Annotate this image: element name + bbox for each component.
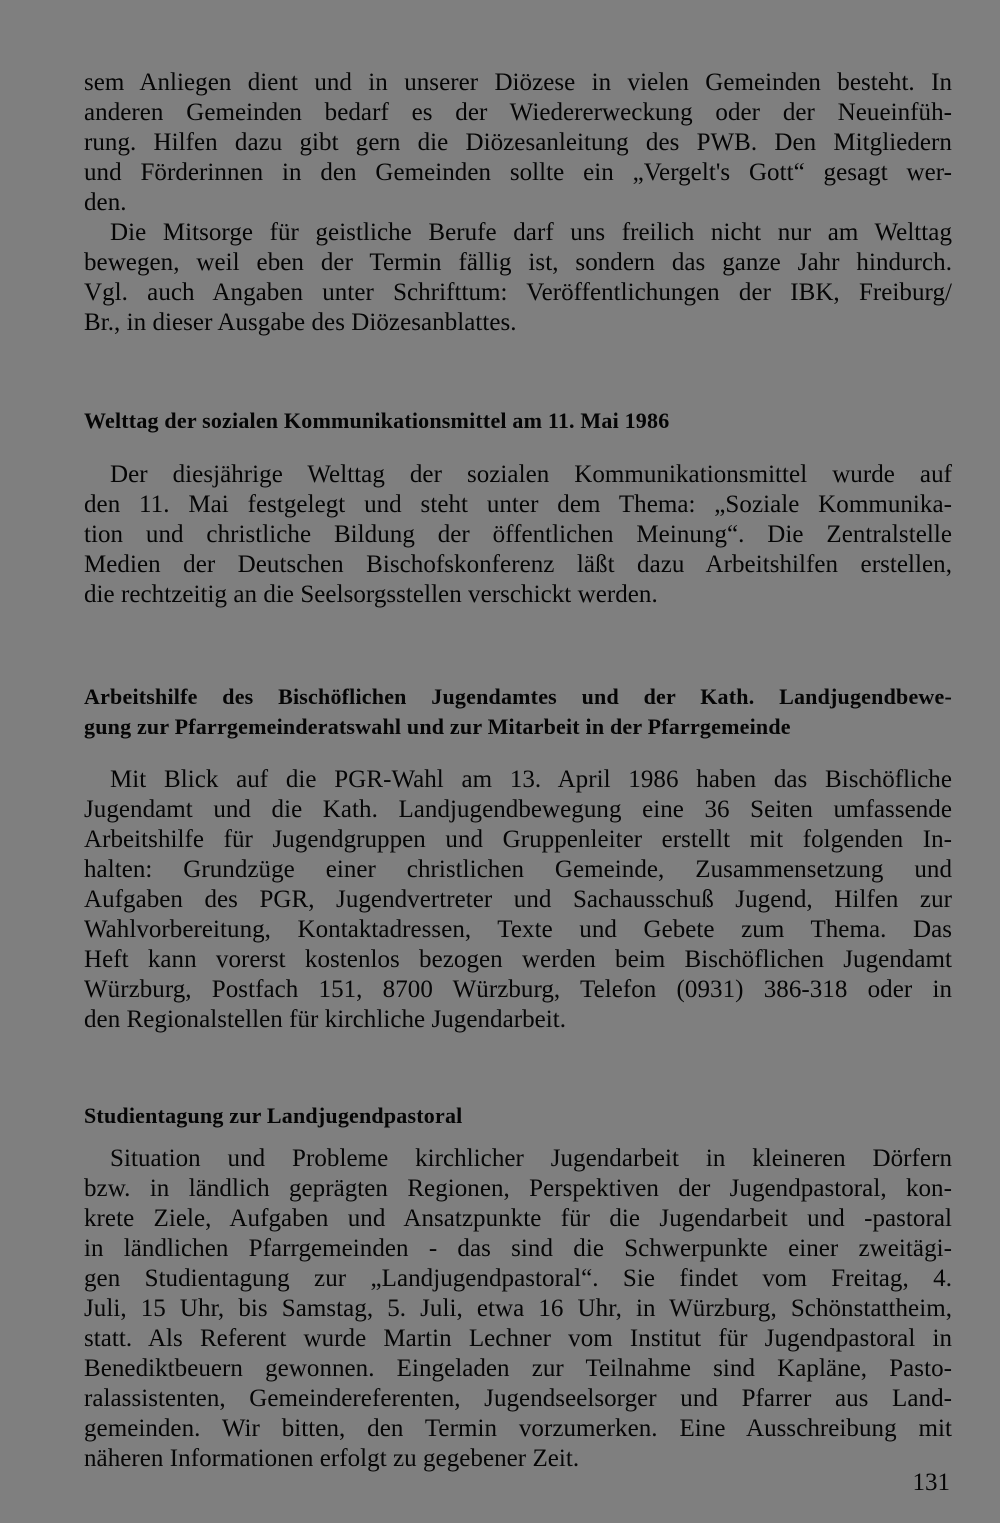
- text-line: statt. Als Referent wurde Martin Lechner vom Institut für Jugendpastoral in: [84, 1325, 952, 1352]
- text-line: Die Mitsorge für geistliche Berufe darf uns freilich nicht nur am Welttag: [110, 219, 952, 246]
- text-line: Medien der Deutschen Bischofskonferenz läßt dazu Arbeitshilfen erstellen,: [84, 551, 952, 578]
- text-line: krete Ziele, Aufgaben und Ansatzpunkte für die Jugendarbeit und -pastoral: [84, 1205, 952, 1232]
- text-line: Würzburg, Postfach 151, 8700 Würzburg, Telefon (0931) 386-318 oder in: [84, 976, 952, 1003]
- text-line: Benediktbeuern gewonnen. Eingeladen zur Teilnahme sind Kapläne, Pasto-: [84, 1355, 952, 1382]
- text-line: bzw. in ländlich geprägten Regionen, Perspektiven der Jugendpastoral, kon-: [84, 1175, 952, 1202]
- text-line: Heft kann vorerst kostenlos bezogen werden beim Bischöflichen Jugendamt: [84, 946, 952, 973]
- text-line: rung. Hilfen dazu gibt gern die Diözesanleitung des PWB. Den Mitgliedern: [84, 129, 952, 156]
- section-arbeitshilfe: [84, 682, 952, 742]
- text-line: Der diesjährige Welttag der sozialen Kommunikationsmittel wurde auf: [110, 461, 952, 488]
- text-line: anderen Gemeinden bedarf es der Wiedererweckung oder der Neueinfüh-: [84, 99, 952, 126]
- text-line: Situation und Probleme kirchlicher Jugendarbeit in kleineren Dörfern: [110, 1145, 952, 1172]
- intro-paragraph: [84, 68, 952, 338]
- text-line: bewegen, weil eben der Termin fällig ist, sondern das ganze Jahr hindurch.: [84, 249, 952, 276]
- section-studientagung-body: [84, 1144, 952, 1474]
- text-line: den Regionalstellen für kirchliche Jugendarbeit.: [84, 1006, 567, 1033]
- text-line: gen Studientagung zur „Landjugendpastoral“. Sie findet vom Freitag, 4.: [84, 1265, 952, 1292]
- text-line: tion und christliche Bildung der öffentlichen Meinung“. Die Zentralstelle: [84, 521, 952, 548]
- text-line: Aufgaben des PGR, Jugendvertreter und Sachausschuß Jugend, Hilfen zur: [84, 886, 952, 913]
- text-line: sem Anliegen dient und in unserer Diözese in vielen Gemeinden besteht. In: [84, 69, 952, 96]
- text-line: und Förderinnen in den Gemeinden sollte ein „Vergelt's Gott“ gesagt wer-: [84, 159, 952, 186]
- section-heading: Welttag der sozialen Kommunikationsmittel am 11. Mai 1986: [84, 408, 670, 433]
- text-line: den 11. Mai festgelegt und steht unter dem Thema: „Soziale Kommunika-: [84, 491, 952, 518]
- section-studientagung: [84, 1101, 952, 1131]
- section-heading: Arbeitshilfe des Bischöflichen Jugendamtes und der Kath. Landjugendbewe-: [84, 684, 952, 709]
- text-line: in ländlichen Pfarrgemeinden - das sind die Schwerpunkte einer zweitägi-: [84, 1235, 952, 1262]
- text-line: Arbeitshilfe für Jugendgruppen und Gruppenleiter erstellt mit folgenden In-: [84, 826, 952, 853]
- text-line: Br., in dieser Ausgabe des Diözesanblattes.: [84, 309, 517, 336]
- text-line: ralassistenten, Gemeindereferenten, Jugendseelsorger und Pfarrer aus Land-: [84, 1385, 952, 1412]
- text-line: den.: [84, 189, 127, 216]
- text-line: Mit Blick auf die PGR-Wahl am 13. April 1986 haben das Bischöfliche: [110, 766, 952, 793]
- section-heading: gung zur Pfarrgemeinderatswahl und zur Mitarbeit in der Pfarrgemeinde: [84, 714, 791, 739]
- section-arbeitshilfe-body: [84, 765, 952, 1035]
- section-welttag: [84, 406, 952, 436]
- text-line: Jugendamt und die Kath. Landjugendbewegung eine 36 Seiten umfassende: [84, 796, 952, 823]
- text-line: Wahlvorbereitung, Kontaktadressen, Texte und Gebete zum Thema. Das: [84, 916, 952, 943]
- text-line: gemeinden. Wir bitten, den Termin vorzumerken. Eine Ausschreibung mit: [84, 1415, 952, 1442]
- text-line: die rechtzeitig an die Seelsorgsstellen verschickt werden.: [84, 581, 658, 608]
- text-line: Vgl. auch Angaben unter Schrifttum: Veröffentlichungen der IBK, Freiburg/: [84, 279, 952, 306]
- text-line: näheren Informationen erfolgt zu gegebener Zeit.: [84, 1445, 580, 1472]
- page-number: 131: [912, 1469, 950, 1496]
- section-welttag-body: [84, 460, 952, 610]
- section-heading: Studientagung zur Landjugendpastoral: [84, 1103, 463, 1128]
- text-line: halten: Grundzüge einer christlichen Gemeinde, Zusammensetzung und: [84, 856, 952, 883]
- text-line: Juli, 15 Uhr, bis Samstag, 5. Juli, etwa 16 Uhr, in Würzburg, Schönstattheim,: [84, 1295, 952, 1322]
